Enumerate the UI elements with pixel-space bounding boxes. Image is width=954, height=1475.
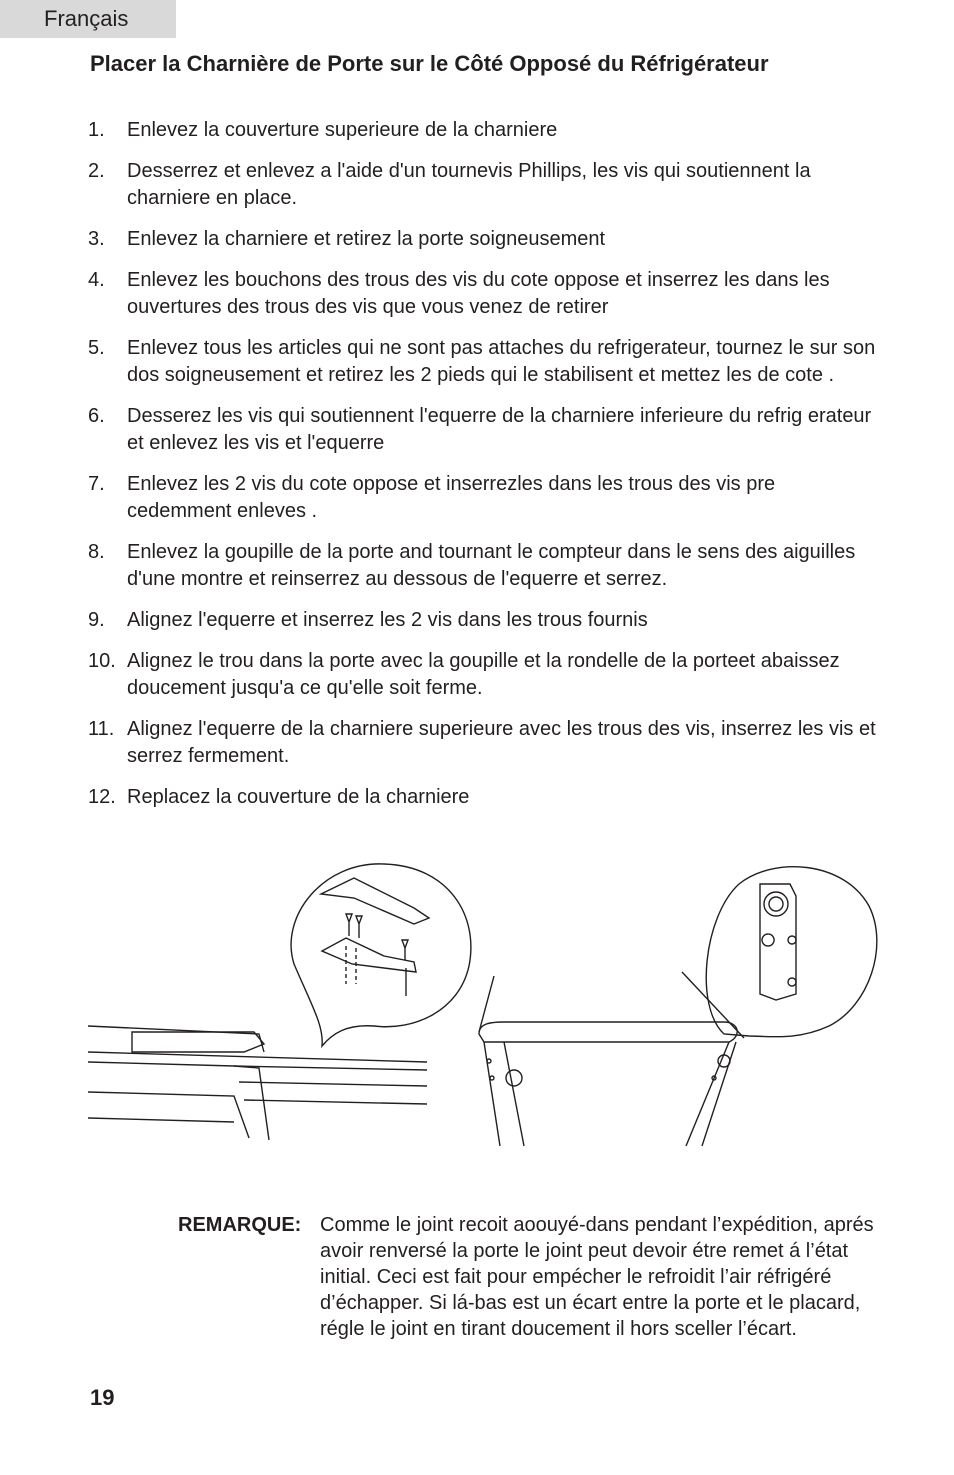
list-item [88,607,878,634]
list-item [88,648,878,702]
list-item [88,784,878,811]
list-item [88,471,878,525]
list-item [88,539,878,593]
note-text: Comme le joint recoit aoouyé-dans pendant l’expédition, aprés avoir renversé la porte le joint peut devoir étre remet á l’état initial. Ceci est fait pour empécher le refroidit l’air réfrigéré d’échapper. Si lá-bas est un écart entre la porte et le placard, régle le joint en tirant doucement il hors sceller l’écart. [320,1214,874,1340]
step-number: 7. [88,473,105,495]
note-label: REMARQUE: [178,1214,302,1236]
step-text: Desserez les vis qui soutiennent l'equerre de la charniere inferieure du refrig erateur et enlevez les vis et l'equerre [127,405,872,454]
step-number: 3. [88,228,105,250]
list-item [88,158,878,212]
step-text: Alignez l'equerre de la charniere superieure avec les trous des vis, inserrez les vis et serrez fermement. [127,718,876,767]
bottom-hinge-detail [706,867,877,1037]
section-title: Placer la Charnière de Porte sur le Côté Opposé du Réfrigérateur [90,51,769,76]
step-text: Enlevez les 2 vis du cote oppose et inserrezles dans les trous des vis pre cedemment enleves . [127,473,776,522]
step-text: Desserrez et enlevez a l'aide d'un tournevis Phillips, les vis qui soutiennent la charniere en place. [127,160,811,209]
page-number: 19 [90,1385,115,1410]
step-text: Alignez l'equerre et inserrez les 2 vis dans les trous fournis [127,609,648,631]
step-text: Enlevez la couverture superieure de la charniere [127,119,558,141]
language-tab: Français [0,0,176,38]
list-item [88,117,878,144]
top-hinge-detail [291,864,471,1046]
step-text: Enlevez tous les articles qui ne sont pas attaches du refrigerateur, tournez le sur son dos soigneusement et retirez les 2 pieds qui le stabilisent et mettez les de cote . [127,337,876,386]
list-item [88,403,878,457]
step-text: Enlevez la charniere et retirez la porte soigneusement [127,228,606,250]
step-number: 9. [88,609,105,631]
list-item [88,716,878,770]
list-item [88,335,878,389]
step-number: 8. [88,541,105,563]
list-item [88,226,878,253]
step-text: Replacez la couverture de la charniere [127,786,470,808]
step-number: 2. [88,160,105,182]
step-text: Enlevez la goupille de la porte and tournant le compteur dans le sens des aiguilles d'une montre et reinserrez au dessous de l'equerre et serrez. [127,541,856,590]
list-item [88,267,878,321]
refrigerator-on-back [479,972,744,1146]
hinge-illustration [84,856,884,1156]
step-text: Enlevez les bouchons des trous des vis du cote oppose et inserrez les dans les ouvertures des trous des vis que vous venez de retirer [127,269,830,318]
instruction-list [88,117,878,825]
step-number: 12. [88,786,116,808]
refrigerator-top [88,1026,427,1140]
step-number: 10. [88,650,116,672]
step-number: 5. [88,337,105,359]
step-number: 1. [88,119,105,141]
step-text: Alignez le trou dans la porte avec la goupille et la rondelle de la porteet abaissez doucement jusqu'a ce qu'elle soit ferme. [127,650,840,699]
step-number: 6. [88,405,105,427]
step-number: 11. [88,718,115,740]
step-number: 4. [88,269,105,291]
